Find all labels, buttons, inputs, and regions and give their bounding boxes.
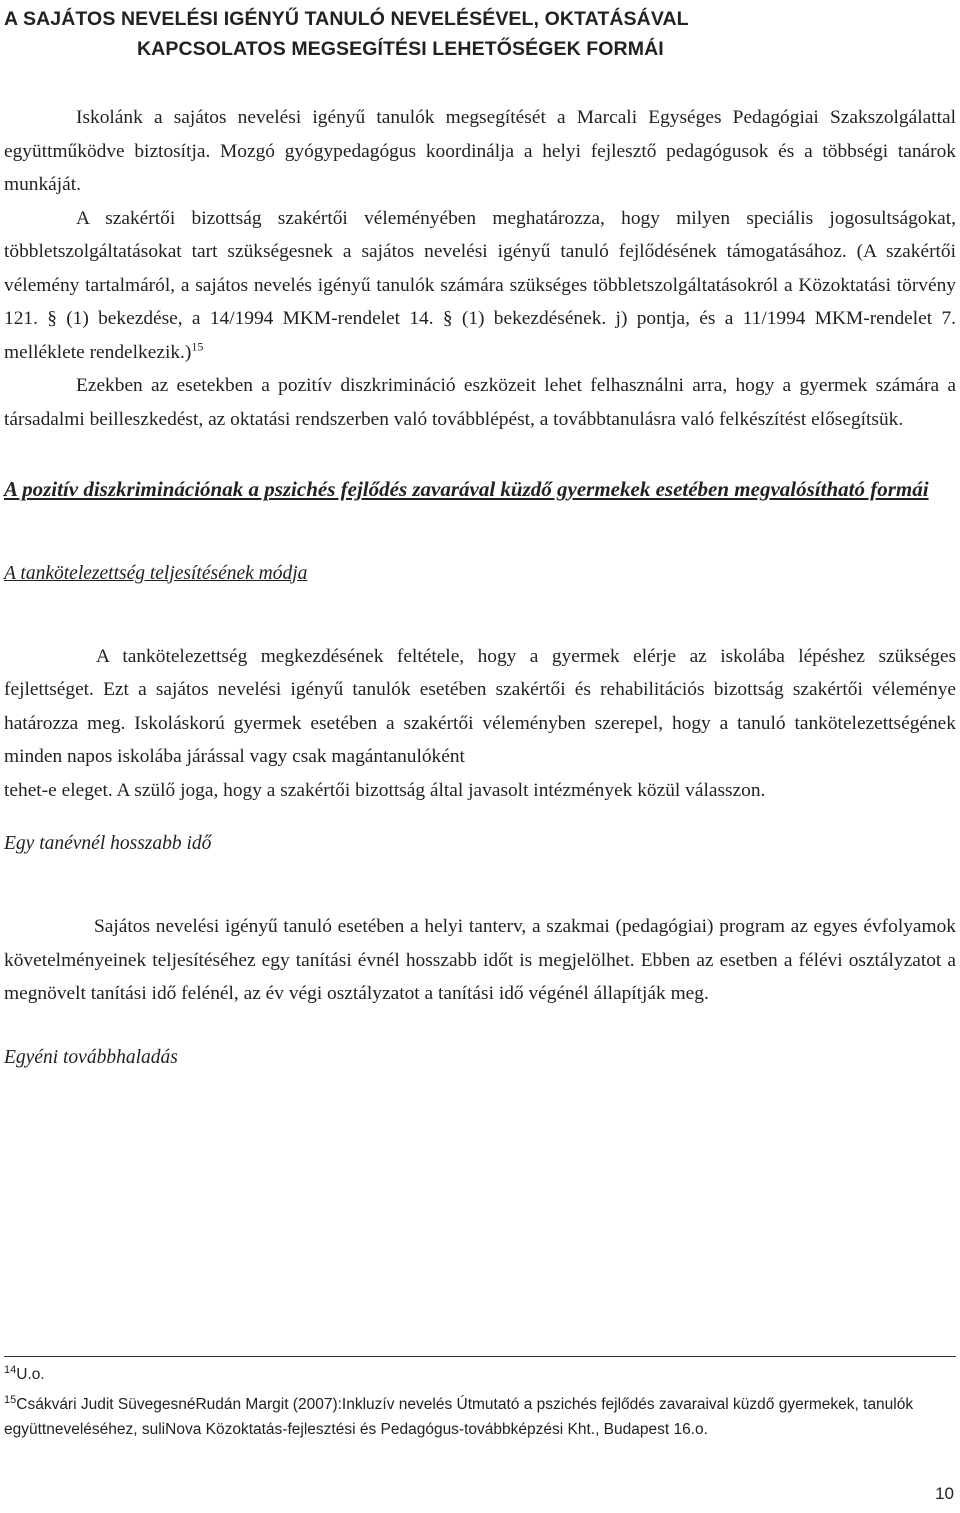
document-page: [4, 0, 956, 1074]
paragraph-3: Ezekben az esetekben a pozitív diszkrimináció eszközeit lehet felhasználni arra, hogy a gyermek számára a társadalmi beilleszkedést, az oktatási rendszerben való továbblépést, a továbbtanulásra való felkészítést elősegítsük.: [4, 375, 956, 430]
title-line-2: KAPCSOLATOS MEGSEGÍTÉSI LEHETŐSÉGEK FORMÁI: [137, 38, 664, 60]
footnote-15: [4, 1392, 956, 1442]
paragraph-hosszabb-ido: Sajátos nevelési igényű tanuló esetében a helyi tanterv, a szakmai (pedagógiai) program az egyes évfolyamok követelményeinek teljesítéséhez egy tanítási évnél hosszabb időt is megjelölhet. Ebben az esetben a félévi osztályzatot a megnövelt tanítási idő felénél, az év végi osztályzatot a tanítási idő végénél állapítják meg.: [4, 916, 956, 1004]
main-heading: A pozitív diszkriminációnak a pszichés fejlődés zavarával küzdő gyermekek esetében megvalósítható formái: [4, 477, 929, 501]
title-line-1: A SAJÁTOS NEVELÉSI IGÉNYŰ TANULÓ NEVELÉSÉVEL, OKTATÁSÁVAL: [4, 8, 689, 30]
paragraph-2-text: A szakértői bizottság szakértői véleményében meghatározza, hogy milyen speciális jogosultságokat, többletszolgáltatásokat tart szükségesnek a sajátos nevelési igényű tanuló fejlődésének támogatásához. (A szakértői vélemény tartalmáról, a sajátos nevelés igényű tanulók számára szükséges többletszolgáltatásokról a Közoktatási törvény 121. § (1) bekezdése, a 14/1994 MKM-rendelet 14. § (1) bekezdésének. j) pontja, és a 11/1994 MKM-rendelet 7. melléklete rendelkezik.): [4, 207, 956, 363]
subheading-hosszabb-ido: Egy tanévnél hosszabb idő: [4, 833, 212, 854]
paragraph-2: [4, 202, 956, 370]
footnote-14-number: 14: [4, 1363, 17, 1376]
paragraph-1: Iskolánk a sajátos nevelési igényű tanulók megsegítését a Marcali Egységes Pedagógiai Szakszolgálattal együttműködve biztosítja. Mozgó gyógypedagógus koordinálja a helyi fejlesztő pedagógusok és a többségi tanárok munkáját.: [4, 107, 956, 195]
footnote-ref-15: 15: [191, 339, 204, 354]
subheading-egyeni-tovabbhaladas: Egyéni továbbhaladás: [4, 1046, 178, 1068]
footnote-separator: [4, 1356, 956, 1357]
footnote-15-text: Csákvári Judit SüvegesnéRudán Margit (2007):Inkluzív nevelés Útmutató a pszichés fejlődés zavaraival küzdő gyermekek, tanulók együttneveléséhez, suliNova Közoktatás-fejlesztési és Pedagógus-továbbképzési Kht., Budapest 16.o.: [4, 1396, 914, 1438]
paragraph-tankotelezettseg-a: A tankötelezettség megkezdésének feltétele, hogy a gyermek elérje az iskolába lépéshez szükséges fejlettséget. Ezt a sajátos nevelési igényű tanulók esetében szakértői és rehabilitációs bizottság szakértői véleménye határozza meg. Iskoláskorú gyermek esetében a szakértői véleményben szerepel, hogy a tanuló tankötelezettségének minden napos iskolába járással vagy csak magántanulóként: [4, 645, 956, 767]
footnote-15-number: 15: [4, 1393, 17, 1406]
paragraph-tankotelezettseg-b: tehet-e eleget. A szülő joga, hogy a szakértői bizottság által javasolt intézmények közül válasszon.: [4, 779, 766, 801]
page-number: 10: [935, 1484, 954, 1503]
subheading-tankotelezettseg: A tankötelezettség teljesítésének módja: [4, 562, 308, 584]
document-title: [4, 4, 956, 64]
footnote-14-text: U.o.: [16, 1366, 45, 1383]
footnote-14: [4, 1362, 956, 1387]
paragraph-tankotelezettseg: [4, 640, 956, 774]
